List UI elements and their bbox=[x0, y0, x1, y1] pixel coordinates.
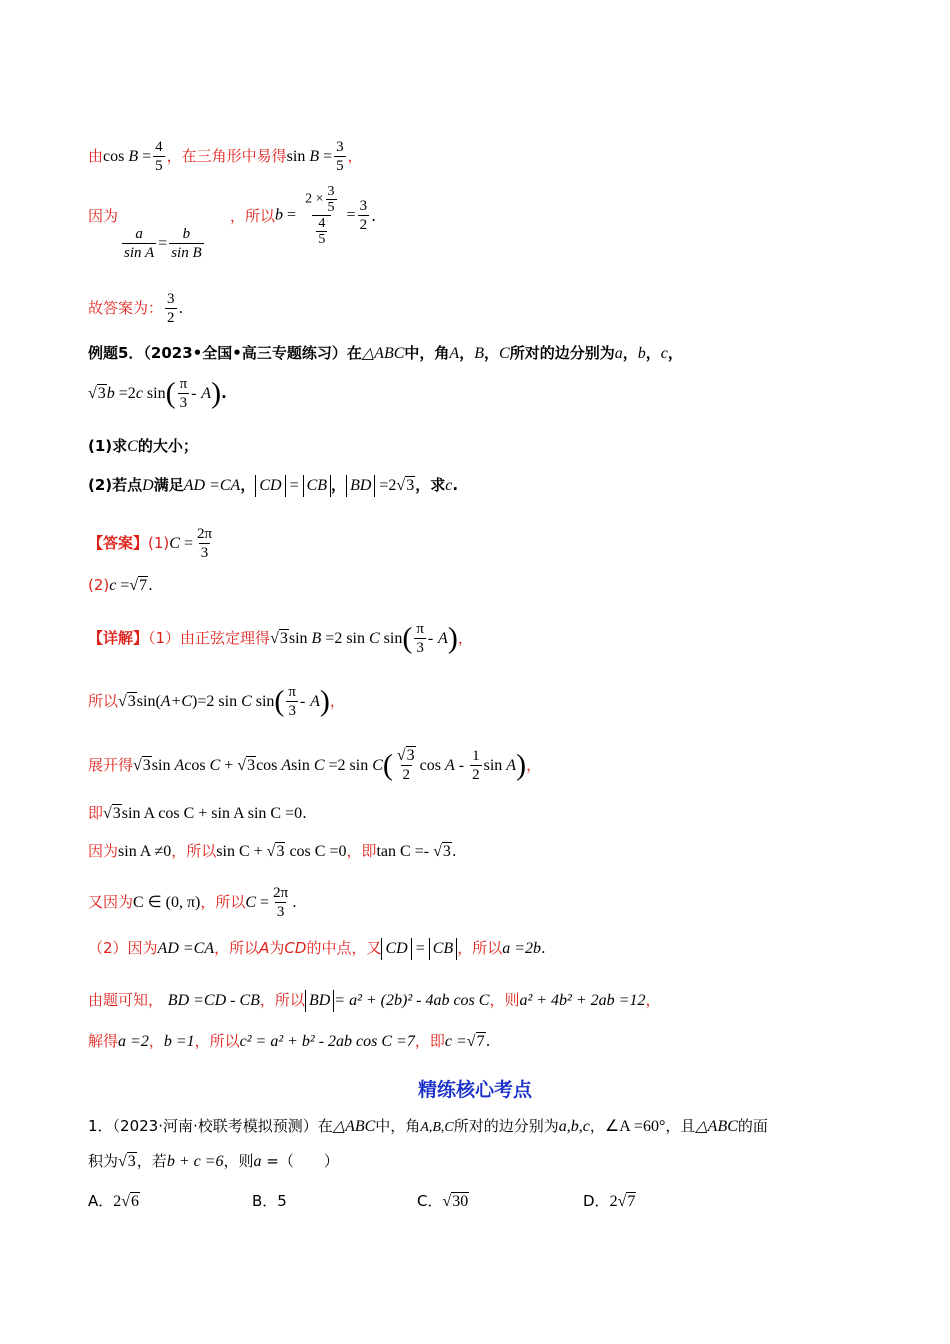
section-title: 精练核心考点 bbox=[417, 1079, 532, 1101]
example5-equation: √3b =2c sin( $\frac{\pi}{3}$ - A). bbox=[88, 376, 227, 411]
example5-statement: 例题5．（2023•全国•高三专题练习）在△ABC中，角A，B，C所对的边分别为a，b，c， bbox=[88, 344, 683, 362]
detail-line-5: 因为sin A ≠0，所以sin C + √3 cos C =0，即tan C =- √3. bbox=[88, 842, 457, 860]
problem1-line-2: 积为√3，若b + c =6，则a =（ ） bbox=[88, 1152, 339, 1170]
detail-line-2: 所以√3sin(A+C)=2 sin C sin( $\frac{\pi}{3}$ - A)， bbox=[88, 684, 345, 719]
detail-line-3: 展开得√3sin Acos C + √3cos Asin C =2 sin C( $\frac{√3}{2}$ cos A - $\frac{1}{2}$ sin A)， bbox=[88, 747, 542, 783]
detail-line-7: （2）因为AD =CA，所以A为CD的中点，又 CD = CB ，所以a =2b. bbox=[88, 937, 546, 960]
detail-line-1: 【详解】（1）由正弦定理得√3sin B =2 sin C sin( $\frac{\pi}{3}$ - A)， bbox=[88, 621, 473, 656]
answer-1: 【答案】(1)C = $\frac{2\pi}{3}$ bbox=[88, 526, 213, 561]
fraction: $\frac{4}{5}$ bbox=[155, 139, 163, 174]
fraction: $\frac{3}{5}$ bbox=[336, 139, 344, 174]
detail-line-9: 解得a =2，b =1，所以c² = a² + b² - 2ab cos C =7，即c =√7. bbox=[88, 1032, 491, 1050]
problem1-line-1: 1．（2023·河南·校联考模拟预测）在△ABC中，角A,B,C所对的边分别为a,b,c，∠A =60°，且△ABC的面 bbox=[88, 1117, 768, 1135]
question-2: (2)若点D满足AD =CA， CD = CB ， BD =2√3，求c. bbox=[88, 474, 458, 497]
option-c[interactable]: C．√30 bbox=[417, 1192, 469, 1210]
detail-line-4: 即√3sin A cos C + sin A sin C =0. bbox=[88, 804, 307, 822]
solution-line-1: 由cos B = $\frac{4}{5}$ ，在三角形中易得sin B = $\frac{3}{5}$ ， bbox=[88, 139, 363, 174]
option-a[interactable]: A．2√6 bbox=[88, 1192, 140, 1210]
option-d[interactable]: D．2√7 bbox=[583, 1192, 636, 1210]
option-b[interactable]: B．5 bbox=[252, 1192, 287, 1210]
answer-2: (2)c =√7. bbox=[88, 576, 153, 594]
b-computation: ，所以b = 2 × $\frac{3}{5}$ $\frac{4}{5}$ = $\frac{3}{2}$ . bbox=[230, 184, 377, 247]
detail-line-8: 由题可知， BD =CD - CB，所以 BD = a² + (2b)² - 4ab cos C，则a² + 4b² + 2ab =12， bbox=[88, 989, 660, 1012]
solution-line-3: 故答案为： $\frac{3}{2}$ . bbox=[88, 291, 184, 326]
question-1: (1)求C的大小； bbox=[88, 437, 198, 455]
ratio-equation: $\frac{a}{\text{sin A}}$ = $\frac{b}{\text{sin B}}$ bbox=[124, 226, 202, 261]
solution-line-2: 因为 bbox=[88, 207, 119, 225]
detail-line-6: 又因为C ∈ (0, π)，所以C = $\frac{2\pi}{3}$ . bbox=[88, 885, 297, 920]
